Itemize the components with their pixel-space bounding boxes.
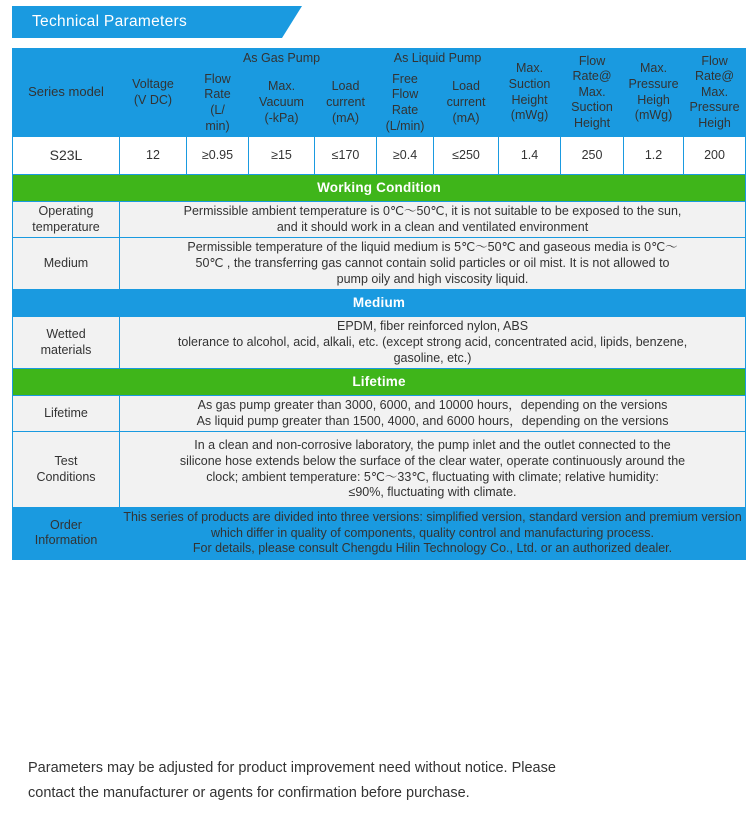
header-line: Heigh	[637, 92, 670, 107]
header-line: (mA)	[452, 110, 480, 125]
section-medium-label: Medium	[13, 290, 746, 317]
content-line: EPDM, fiber reinforced nylon, ABS	[336, 319, 529, 334]
content-line: silicone hose extends below the surface of the clear water, operate continuously around the	[179, 454, 686, 468]
content-line: clock; ambient temperature: 5℃～33℃, fluctuating with climate; relative humidity:	[206, 469, 659, 484]
header-line: Max.	[639, 61, 668, 76]
cell-liquid-free-flow-rate: ≥0.4	[377, 137, 434, 175]
label-order-information	[13, 507, 120, 559]
header-gas-flow-rate	[187, 69, 249, 137]
label-lifetime: Lifetime	[13, 396, 120, 432]
row-wetted-materials	[13, 317, 746, 369]
header-line: Pressure	[628, 76, 679, 91]
header-line: (mWg)	[634, 108, 673, 123]
header-liquid-load-current	[434, 69, 499, 137]
content-lifetime	[120, 396, 746, 432]
cell-gas-load-current: ≤170	[315, 137, 377, 175]
content-line: pump oily and high viscosity liquid.	[336, 271, 529, 286]
cell-max-suction-height: 1.4	[499, 137, 561, 175]
header-line: current	[326, 95, 365, 110]
content-line: ≤90%, fluctuating with climate.	[348, 485, 517, 500]
section-lifetime-label: Lifetime	[13, 369, 746, 396]
label-test-conditions	[13, 432, 120, 508]
content-line: which differ in quality of components, quality control and manufacturing process.	[210, 525, 655, 540]
cell-gas-flow-rate: ≥0.95	[187, 137, 249, 175]
content-line: As gas pump greater than 3000, 6000, and 10000 hours，depending on the versions	[197, 398, 668, 413]
label-operating-temperature	[13, 202, 120, 238]
header-line: Rate	[204, 87, 231, 102]
content-order-information	[120, 507, 746, 559]
header-line: Max.	[515, 61, 544, 76]
header-line: Suction	[571, 100, 613, 115]
label-line: Information	[34, 533, 98, 548]
label-line: Test	[54, 454, 78, 468]
header-line: (L/min)	[385, 118, 425, 133]
header-line: Vacuum	[259, 95, 304, 110]
header-liquid-free-flow-rate	[377, 69, 434, 137]
cell-model: S23L	[13, 137, 120, 175]
content-line: gasoline, etc.)	[393, 350, 472, 365]
header-flow-rate-at-max-pressure-heigh	[684, 49, 746, 137]
header-max-pressure-heigh	[624, 49, 684, 137]
header-line: Max.	[578, 84, 606, 99]
header-voltage-line2: (V DC)	[133, 92, 173, 107]
header-line: (-kPa)	[264, 110, 299, 125]
header-line: Load	[331, 79, 360, 94]
row-operating-temperature	[13, 202, 746, 238]
page-title: Technical Parameters	[32, 13, 188, 30]
header-line: Flow	[578, 53, 606, 68]
footer-line-1: Parameters may be adjusted for product improvement need without notice. Please	[28, 760, 556, 776]
cell-flow-rate-max-suction: 250	[561, 137, 624, 175]
header-line: Pressure	[689, 100, 740, 115]
content-medium	[120, 238, 746, 290]
label-line: materials	[40, 342, 92, 357]
label-line: Order	[50, 517, 82, 532]
header-gas-max-vacuum	[249, 69, 315, 137]
header-line: Max.	[267, 79, 296, 94]
banner-shape	[12, 6, 282, 38]
content-line: and it should work in a clean and ventilated environment	[276, 219, 589, 234]
label-line: Wetted	[46, 327, 86, 342]
label-wetted-materials	[13, 317, 120, 369]
header-flow-rate-at-max-suction-height	[561, 49, 624, 137]
content-line: This series of products are divided into three versions: simplified version, standard version and premium version	[123, 509, 742, 524]
content-line: Permissible ambient temperature is 0℃～50℃, it is not suitable to be exposed to the sun,	[183, 204, 682, 219]
cell-voltage: 12	[120, 137, 187, 175]
cell-liquid-load-current: ≤250	[434, 137, 499, 175]
label-medium: Medium	[13, 238, 120, 290]
header-line: current	[446, 95, 486, 110]
label-line: temperature	[32, 219, 100, 234]
section-working-condition	[13, 175, 746, 202]
header-line: Free	[392, 71, 418, 86]
content-line: Permissible temperature of the liquid medium is 5℃～50℃ and gaseous media is 0℃～	[187, 240, 678, 255]
header-line: Rate	[391, 102, 419, 117]
content-wetted-materials	[120, 317, 746, 369]
content-line: As liquid pump greater than 1500, 4000, and 6000 hours，depending on the versions	[196, 413, 669, 428]
header-line: (L/	[210, 102, 225, 117]
header-max-suction-height	[499, 49, 561, 137]
cell-gas-max-vacuum: ≥15	[249, 137, 315, 175]
section-medium	[13, 290, 746, 317]
row-order-information	[13, 507, 746, 559]
header-voltage	[120, 49, 187, 137]
label-line: Operating	[38, 204, 94, 219]
header-line: Flow	[701, 53, 728, 68]
header-line: Height	[511, 92, 548, 107]
table-row	[13, 137, 746, 175]
table-header-row-1	[13, 49, 746, 70]
label-line: Conditions	[36, 469, 96, 484]
header-line: (mA)	[331, 110, 360, 125]
content-line: 50℃ , the transferring gas cannot contain solid particles or oil mist. It is not allowed to	[195, 256, 670, 270]
header-line: Rate@	[694, 69, 735, 84]
header-line: (mWg)	[510, 108, 549, 123]
section-working-condition-label: Working Condition	[13, 175, 746, 202]
header-banner	[12, 6, 738, 38]
cell-max-pressure-heigh: 1.2	[624, 137, 684, 175]
section-lifetime	[13, 369, 746, 396]
content-line: For details, please consult Chengdu Hilin Technology Co., Ltd. or an authorized dealer.	[192, 541, 673, 556]
header-line: Max.	[700, 84, 729, 99]
row-lifetime	[13, 396, 746, 432]
header-line: Flow	[391, 87, 419, 102]
header-line: Suction	[508, 76, 551, 91]
content-line: tolerance to alcohol, acid, alkali, etc. (except strong acid, concentrated acid, lipids, benzene,	[177, 334, 688, 349]
header-line: Load	[452, 79, 480, 94]
header-line: Height	[573, 116, 611, 130]
technical-parameters-table	[12, 48, 746, 560]
header-line: Flow	[204, 71, 231, 86]
footer-note	[28, 756, 728, 807]
header-as-liquid-pump: As Liquid Pump	[377, 49, 499, 70]
header-series-model: Series model	[13, 49, 120, 137]
header-line: Heigh	[698, 116, 731, 130]
content-operating-temperature	[120, 202, 746, 238]
content-test-conditions	[120, 432, 746, 508]
header-gas-load-current	[315, 69, 377, 137]
content-line: In a clean and non-corrosive laboratory, the pump inlet and the outlet connected to the	[194, 438, 671, 453]
header-line: min)	[205, 118, 230, 133]
row-test-conditions	[13, 432, 746, 508]
header-voltage-line1: Voltage	[132, 76, 174, 91]
header-line: Rate@	[572, 69, 612, 84]
cell-flow-rate-max-pressure: 200	[684, 137, 746, 175]
row-medium-temperature	[13, 238, 746, 290]
footer-line-2: contact the manufacturer or agents for confirmation before purchase.	[28, 785, 470, 802]
header-as-gas-pump: As Gas Pump	[187, 49, 377, 70]
